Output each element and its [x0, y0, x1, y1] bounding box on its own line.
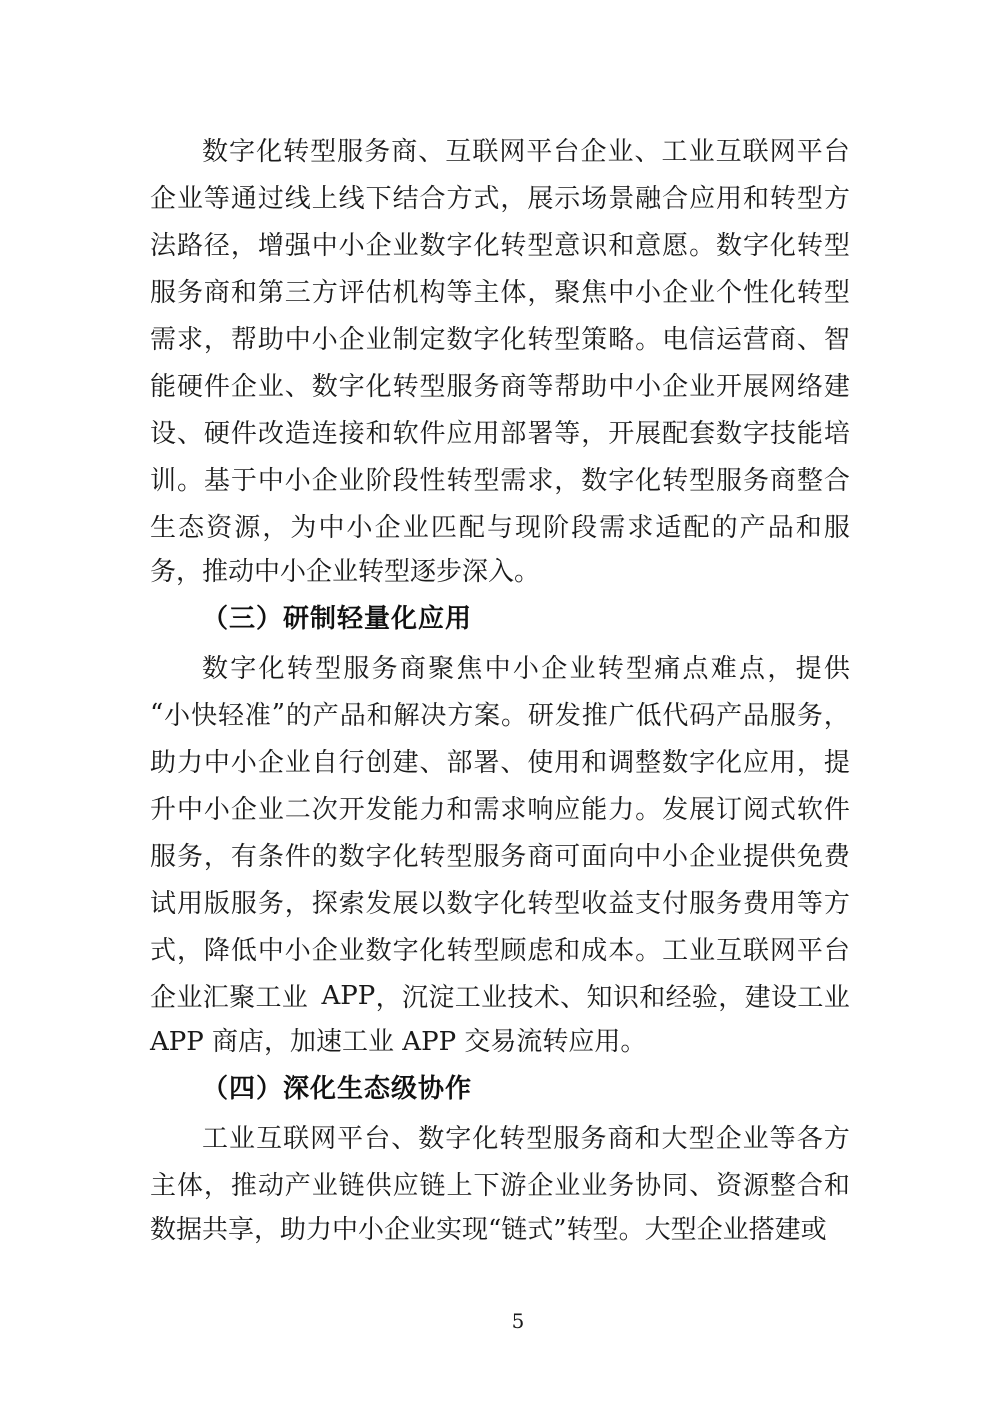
- body-line: 企 业 等 通 过 线 上 线 下 结 合 方 式 ， 展 示 场 景 融 合 应 用 和 转 型 方: [150, 184, 850, 214]
- body-line: 设 、 硬 件 改 造 连 接 和 软 件 应 用 部 署 等 ， 开 展 配 套 数 字 技 能 培: [150, 419, 850, 449]
- body-line: 能 硬 件 企 业 、 数 字 化 转 型 服 务 商 等 帮 助 中 小 企 业 开 展 网 络 建: [150, 372, 850, 402]
- body-line: 主 体 ， 推 动 产 业 链 供 应 链 上 下 游 企 业 业 务 协 同 、 资 源 整 合 和: [150, 1171, 850, 1201]
- section-heading: （四）深化生态级协作: [202, 1074, 473, 1104]
- body-line: 训 。 基 于 中 小 企 业 阶 段 性 转 型 需 求 ， 数 字 化 转 型 服 务 商 整 合: [150, 466, 850, 496]
- body-line: 需 求 ， 帮 助 中 小 企 业 制 定 数 字 化 转 型 策 略 。 电 信 运 营 商 、 智: [150, 325, 850, 355]
- document-body: [150, 126, 850, 1254]
- page-number: 5: [511, 1309, 525, 1333]
- body-line: 数据共享，助力中小企业实现“链式”转型。大型企业搭建或: [150, 1215, 827, 1245]
- body-line: 务，推动中小企业转型逐步深入。: [150, 557, 541, 587]
- body-line: APP 商店，加速工业 APP 交易流转应用。: [150, 1027, 647, 1057]
- body-line: 企 业 汇 聚 工 业 APP ， 沉 淀 工 业 技 术 、 知 识 和 经 验 ， 建 设 工 业: [150, 980, 850, 1013]
- body-line: 升 中 小 企 业 二 次 开 发 能 力 和 需 求 响 应 能 力 。 发 展 订 阅 式 软 件: [150, 795, 850, 825]
- body-line: 生 态 资 源 ， 为 中 小 企 业 匹 配 与 现 阶 段 需 求 适 配 的 产 品 和 服: [150, 513, 850, 543]
- body-line: 数 字 化 转 型 服 务 商 聚 焦 中 小 企 业 转 型 痛 点 难 点 ， 提 供: [202, 654, 850, 684]
- page-footer: [0, 1308, 1000, 1334]
- body-line: 试 用 版 服 务 ， 探 索 发 展 以 数 字 化 转 型 收 益 支 付 服 务 费 用 等 方: [150, 889, 850, 919]
- body-line: 服 务 ， 有 条 件 的 数 字 化 转 型 服 务 商 可 面 向 中 小 企 业 提 供 免 费: [150, 842, 850, 872]
- body-line: 式 ， 降 低 中 小 企 业 数 字 化 转 型 顾 虑 和 成 本 。 工 业 互 联 网 平 台: [150, 936, 850, 966]
- body-line: “ 小 快 轻 准 ” 的 产 品 和 解 决 方 案 。 研 发 推 广 低 代 码 产 品 服 务 ，: [150, 698, 850, 731]
- body-line: 数 字 化 转 型 服 务 商 、 互 联 网 平 台 企 业 、 工 业 互 联 网 平 台: [202, 137, 850, 167]
- body-line: 助 力 中 小 企 业 自 行 创 建 、 部 署 、 使 用 和 调 整 数 字 化 应 用 ， 提: [150, 748, 850, 778]
- body-line: 法 路 径 ， 增 强 中 小 企 业 数 字 化 转 型 意 识 和 意 愿 。 数 字 化 转 型: [150, 231, 850, 261]
- body-line: 工 业 互 联 网 平 台 、 数 字 化 转 型 服 务 商 和 大 型 企 业 等 各 方: [202, 1124, 850, 1154]
- section-heading: （三）研制轻量化应用: [202, 604, 473, 634]
- body-line: 服 务 商 和 第 三 方 评 估 机 构 等 主 体 ， 聚 焦 中 小 企 业 个 性 化 转 型: [150, 278, 850, 308]
